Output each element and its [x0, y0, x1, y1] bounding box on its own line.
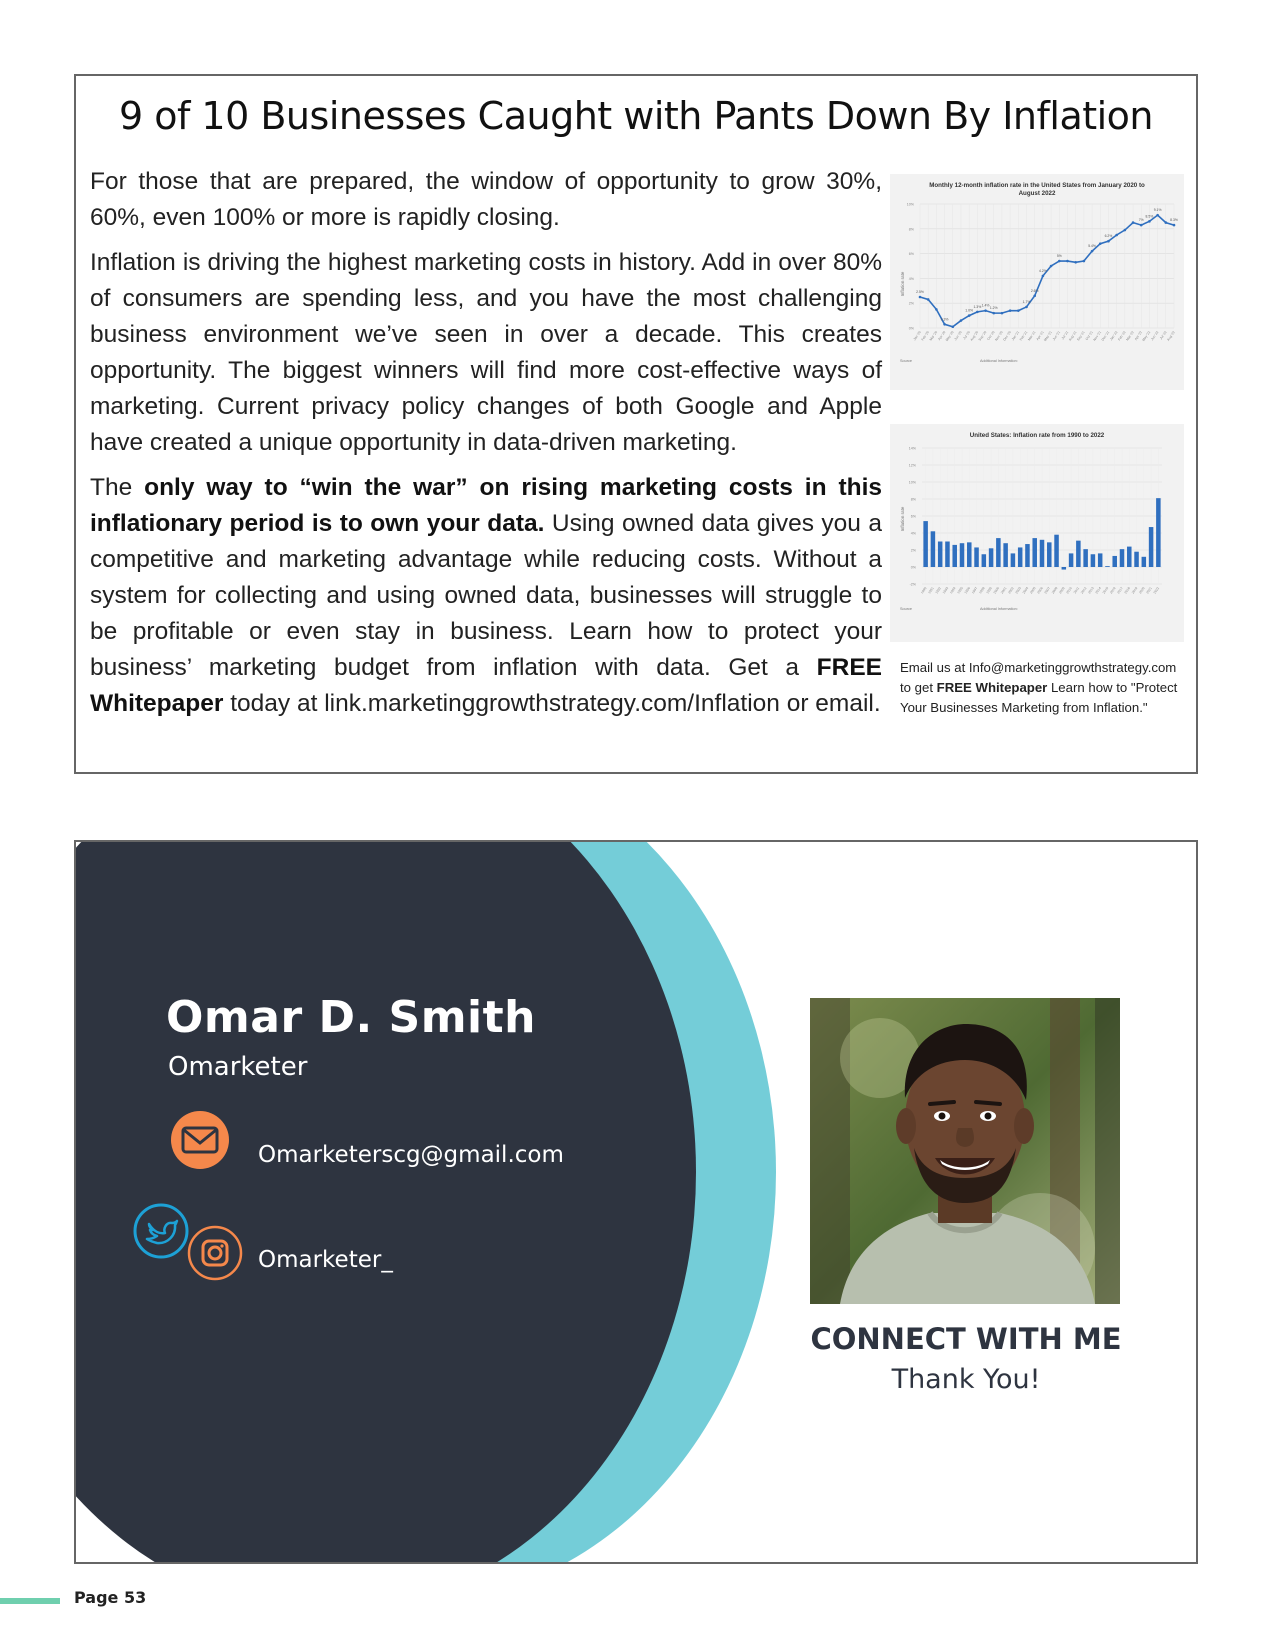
line-chart-data-label: 6.2%	[1104, 234, 1113, 239]
line-chart-point	[976, 311, 979, 314]
line-chart-data-label: 1.7%	[1022, 299, 1031, 304]
inflation-bar-chart	[890, 424, 1184, 642]
line-chart-point	[951, 325, 954, 328]
connect-heading: CONNECT WITH ME	[810, 1322, 1122, 1356]
bar-chart-xtick: 2014	[1094, 586, 1103, 595]
bar-chart-xtick: 1993	[941, 586, 950, 595]
line-chart-point	[1091, 250, 1094, 253]
bar-chart-bar	[1054, 535, 1059, 567]
line-chart-xtick: Oct '20	[986, 330, 996, 342]
line-chart-point	[1083, 260, 1086, 263]
bar-chart-xtick: 2021	[1145, 586, 1153, 595]
bar-chart-bar	[1149, 527, 1154, 567]
line-chart-ytick: 2%	[908, 301, 914, 306]
line-chart-xtick: Mar '21	[1027, 330, 1037, 342]
line-chart-xtick: May '20	[944, 330, 955, 342]
bar-chart-ytick: -2%	[909, 582, 916, 587]
line-chart-title-2: August 2022	[1018, 190, 1056, 197]
bar-chart-xtick: 2004	[1021, 586, 1030, 595]
line-chart-data-label: 5%	[1056, 254, 1062, 259]
bar-chart-bar	[1032, 538, 1037, 567]
bar-chart-xtick: 2011	[1072, 586, 1081, 595]
line-chart-xtick: Nov '21	[1092, 330, 1103, 342]
bar-chart-bar	[1083, 549, 1088, 567]
bar-chart-bar	[996, 538, 1001, 567]
bar-chart-bar	[1134, 552, 1139, 567]
line-chart-ytick: 6%	[908, 252, 914, 257]
thank-you-text: Thank You!	[891, 1364, 1041, 1395]
person-subtitle: Omarketer	[168, 1052, 308, 1082]
line-chart-data-label: 1.0%	[965, 308, 974, 313]
bar-chart-bar	[1091, 554, 1096, 567]
line-chart-xtick: Sep '20	[977, 330, 988, 342]
line-chart-xtick: Jul '20	[962, 330, 971, 341]
paragraph-3	[90, 470, 882, 722]
bar-chart-xtick: 2010	[1065, 586, 1073, 595]
line-chart-point	[1173, 224, 1176, 227]
line-chart-data-label: 1.4%	[981, 303, 990, 308]
line-chart-xtick: Mar '20	[928, 330, 939, 342]
line-chart-xtick: Sep '21	[1076, 330, 1086, 342]
bar-chart-bar	[1142, 557, 1147, 567]
line-chart-xtick: Apr '21	[1035, 330, 1045, 342]
line-chart-xtick: May '22	[1141, 330, 1152, 342]
para3-rest: Using owned data gives you a competitive and marketing advantage while reducing costs. Without a system for collecting and using owned data, businesses will struggle to be profitable or even stay in business. Learn how to protect your business’ marketing budget from inflation with data. Get a	[90, 510, 882, 681]
inflation-line-chart	[890, 174, 1184, 390]
line-chart-xtick: Feb '22	[1117, 330, 1127, 342]
bar-chart-bar	[1105, 566, 1110, 567]
line-chart-point	[1025, 306, 1028, 309]
line-chart-data-label: 7%	[1138, 218, 1144, 223]
line-chart-ytick: 10%	[906, 202, 914, 207]
line-chart-point	[1050, 265, 1053, 268]
bar-chart-xtick: 2017	[1116, 586, 1124, 595]
bar-chart-bar	[960, 543, 965, 567]
line-chart-data-label: 8.5%	[1145, 214, 1154, 219]
bar-chart-svg	[890, 424, 1184, 642]
bar-chart-xtick: 2003	[1014, 586, 1023, 595]
bar-chart-bar	[1062, 567, 1067, 570]
line-chart-xtick: Dec '21	[1100, 330, 1111, 342]
line-chart-point	[960, 319, 963, 322]
line-chart-info: Additional Information:	[980, 359, 1018, 363]
para3-free: FREE Whitepaper	[90, 654, 882, 717]
line-chart-data-label: 1.2%	[989, 306, 998, 311]
line-chart-xtick: Jul '21	[1060, 330, 1070, 341]
line-chart-source: Source	[900, 359, 913, 363]
line-chart-point	[1001, 312, 1004, 315]
instagram-icon[interactable]	[186, 1224, 244, 1287]
bar-chart-xtick: 2019	[1130, 586, 1139, 595]
profile-photo	[810, 998, 1120, 1304]
bar-chart-bar	[1112, 556, 1117, 567]
line-chart-point	[1074, 261, 1077, 264]
bar-chart-ytick: 8%	[910, 497, 916, 502]
line-chart-xtick: Mar '22	[1125, 330, 1135, 342]
bar-chart-bar	[938, 542, 943, 568]
line-chart-data-label: 2.6%	[1030, 288, 1039, 293]
line-chart-xtick: Oct '21	[1084, 330, 1094, 342]
line-chart-point	[1042, 275, 1045, 278]
line-chart-point	[1107, 240, 1110, 243]
email-note-bold: FREE Whitepaper	[936, 680, 1048, 695]
para3-bold: only way to “win the war” on rising marketing costs in this inflationary period is to own your data.	[90, 474, 882, 537]
line-chart-point	[1165, 221, 1168, 224]
bar-chart-xtick: 2018	[1123, 586, 1132, 595]
para3-lead: The	[90, 474, 145, 501]
line-chart-data-label: 8.3%	[1170, 218, 1178, 223]
bar-chart-bar	[1120, 549, 1125, 567]
line-chart-point	[1066, 260, 1069, 263]
bar-chart-bar	[931, 531, 936, 567]
bar-chart-bar	[1040, 540, 1045, 567]
line-chart-point	[984, 309, 987, 312]
line-chart-xtick: Dec '20	[1002, 330, 1012, 342]
line-chart-data-label: 9.1%	[1153, 208, 1162, 213]
line-chart-point	[1132, 221, 1135, 224]
email-note-lead: Email us at Info@marketinggrowthstrategy.com to get	[900, 660, 1177, 695]
email-note	[900, 658, 1190, 718]
email-address[interactable]: Omarketerscg@gmail.com	[258, 1142, 564, 1168]
article-box	[74, 74, 1198, 774]
bar-chart-xtick: 1998	[978, 586, 986, 595]
bar-chart-bar	[1025, 544, 1030, 567]
line-chart-series	[920, 215, 1174, 327]
bar-chart-xtick: 2012	[1079, 586, 1088, 595]
line-chart-xtick: Aug '22	[1166, 330, 1176, 342]
line-chart-xtick: Feb '20	[920, 330, 931, 342]
line-chart-ylabel: Inflation rate	[900, 271, 905, 297]
line-chart-ytick: 4%	[908, 276, 914, 281]
line-chart-xtick: Jun '21	[1051, 330, 1062, 342]
bar-chart-bar	[1069, 553, 1074, 567]
bar-chart-ytick: 14%	[908, 446, 916, 451]
bar-chart-xtick: 2020	[1138, 586, 1146, 595]
line-chart-point	[935, 308, 938, 311]
line-chart-data-label: 1.3%	[973, 304, 982, 309]
bar-chart-bar	[982, 554, 987, 567]
line-chart-xtick: Jan '21	[1010, 330, 1021, 342]
line-chart-point	[1099, 242, 1102, 245]
line-chart-point	[943, 323, 946, 326]
page-accent-bar	[0, 1598, 60, 1604]
line-chart-point	[992, 312, 995, 315]
bar-chart-xtick: 2002	[1007, 586, 1015, 595]
bar-chart-bar	[1156, 498, 1161, 567]
bar-chart-info: Additional Information:	[980, 607, 1018, 611]
paragraph-2: Inflation is driving the highest marketing costs in history. Add in over 80% of consumers are spending less, and you have the most challenging business environment we’ve seen in over a decade. This creates opportunity. The biggest winners will find more cost-effective ways of marketing. Current privacy policy changes of both Google and Apple have created a unique opportunity in data-driven marketing.	[90, 249, 882, 456]
line-chart-data-label: 4.2%	[1039, 268, 1047, 273]
bar-chart-xtick: 2022	[1152, 586, 1161, 595]
bar-chart-ytick: 2%	[910, 548, 916, 553]
line-chart-ytick: 8%	[908, 227, 914, 232]
bar-chart-xtick: 2013	[1087, 586, 1095, 595]
line-chart-xtick: Jan '20	[912, 330, 922, 342]
line-chart-point	[1148, 220, 1151, 223]
line-chart-point	[1033, 294, 1036, 297]
article-body	[90, 164, 882, 731]
bar-chart-source: Source	[900, 607, 913, 611]
bar-chart-xtick: 1990	[919, 586, 928, 595]
bar-chart-ylabel: Inflation rate	[900, 506, 905, 532]
line-chart-xtick: Feb '21	[1018, 330, 1029, 342]
bar-chart-xtick: 2005	[1029, 586, 1037, 595]
para3-end: today at link.marketinggrowthstrategy.com/Inflation or email.	[223, 690, 881, 717]
line-chart-point	[1017, 309, 1020, 312]
social-handle[interactable]: Omarketer_	[258, 1247, 393, 1273]
line-chart-point	[1058, 260, 1061, 263]
bar-chart-ytick: 0%	[910, 565, 916, 570]
bar-chart-bar	[1127, 547, 1132, 567]
page-number: Page 53	[74, 1588, 147, 1607]
bar-chart-bar	[1047, 542, 1052, 567]
bar-chart-xtick: 1999	[985, 586, 993, 595]
bar-chart-bar	[945, 542, 950, 568]
bar-chart-xtick: 1995	[956, 586, 964, 595]
line-chart-xtick: Apr '22	[1133, 330, 1144, 342]
bar-chart-xtick: 1996	[963, 586, 972, 595]
line-chart-xtick: Nov '20	[994, 330, 1004, 342]
line-chart-point	[1140, 224, 1143, 227]
line-chart-point	[927, 298, 930, 301]
email-note-rest: Learn how to "Protect Your Businesses Marketing from Inflation."	[900, 680, 1178, 715]
bar-chart-xtick: 2009	[1058, 586, 1066, 595]
line-chart-xtick: Aug '20	[969, 330, 980, 342]
line-chart-point	[1009, 309, 1012, 312]
bar-chart-title: United States: Inflation rate from 1990 to 2022	[969, 432, 1105, 439]
contact-card	[74, 840, 1198, 1564]
line-chart-xtick: Jan '22	[1109, 330, 1119, 342]
line-chart-xtick: Apr '20	[937, 330, 947, 342]
bar-chart-bar	[1003, 543, 1008, 567]
line-chart-xtick: Jun '22	[1150, 330, 1160, 342]
bar-chart-xtick: 2015	[1101, 586, 1110, 595]
bar-chart-bar	[923, 521, 928, 567]
bar-chart-xtick: 1997	[970, 586, 979, 595]
bar-chart-xtick: 1992	[934, 586, 943, 595]
line-chart-point	[1115, 234, 1118, 237]
bar-chart-xtick: 1994	[949, 586, 957, 595]
line-chart-data-label: 5.4%	[1088, 244, 1096, 249]
bar-chart-xtick: 2000	[992, 586, 1001, 595]
bar-chart-xtick: 2016	[1109, 586, 1117, 595]
mail-icon[interactable]	[170, 1110, 230, 1175]
bar-chart-bar	[1076, 541, 1081, 567]
article-title: 9 of 10 Businesses Caught with Pants Down By Inflation	[118, 94, 1154, 138]
bar-chart-bar	[974, 547, 979, 567]
line-chart-svg	[890, 174, 1184, 390]
line-chart-point	[1156, 214, 1159, 217]
bar-chart-bar	[1018, 547, 1023, 567]
bar-chart-xtick: 2006	[1036, 586, 1044, 595]
bar-chart-ytick: 10%	[908, 480, 916, 485]
line-chart-point	[968, 314, 971, 317]
twitter-icon[interactable]	[132, 1202, 190, 1265]
line-chart-data-label: 0.3%	[940, 317, 949, 322]
bar-chart-ytick: 12%	[908, 463, 916, 468]
bar-chart-ytick: 6%	[910, 514, 916, 519]
line-chart-xtick: Jun '20	[953, 330, 963, 342]
paragraph-1: For those that are prepared, the window of opportunity to grow 30%, 60%, even 100% or more is rapidly closing.	[90, 168, 882, 231]
line-chart-xtick: Aug '21	[1067, 330, 1078, 342]
bar-chart-bar	[967, 542, 972, 567]
bar-chart-xtick: 2008	[1050, 586, 1059, 595]
bar-chart-bar	[1098, 553, 1103, 567]
line-chart-point	[919, 296, 922, 299]
bar-chart-xtick: 2001	[999, 586, 1008, 595]
bar-chart-bar	[952, 545, 957, 567]
line-chart-ytick: 0%	[908, 326, 914, 331]
bar-chart-bar	[1011, 553, 1016, 567]
line-chart-xtick: May '21	[1043, 330, 1053, 342]
person-name: Omar D. Smith	[166, 992, 536, 1043]
bar-chart-bar	[989, 548, 994, 567]
line-chart-title: Monthly 12-month inflation rate in the United States from January 2020 to	[929, 182, 1145, 189]
line-chart-point	[1124, 229, 1127, 232]
bar-chart-xtick: 1991	[927, 586, 935, 595]
bar-chart-xtick: 2007	[1043, 586, 1052, 595]
bar-chart-ytick: 4%	[910, 531, 916, 536]
line-chart-data-label: 2.5%	[916, 290, 924, 294]
line-chart-xtick: Jul '22	[1158, 330, 1168, 341]
